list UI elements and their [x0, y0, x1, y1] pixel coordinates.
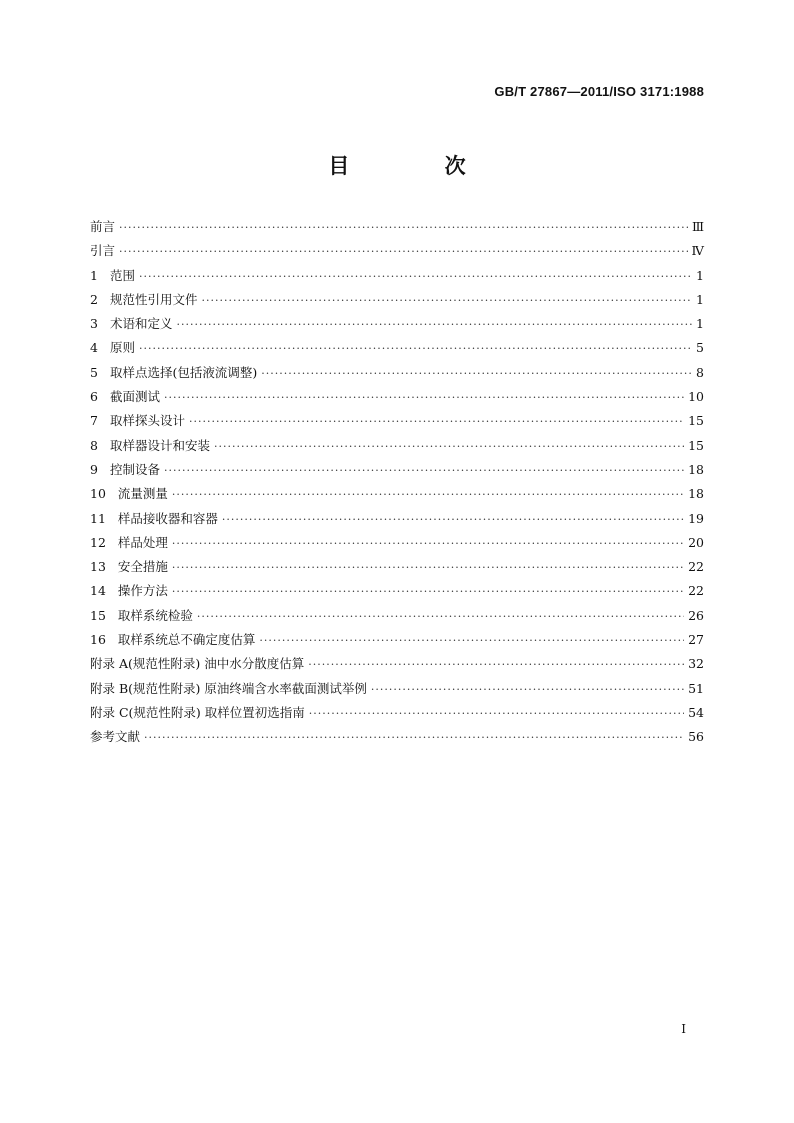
toc-leader-dots — [308, 658, 684, 671]
toc-entry-label: 附录 A(规范性附录) 油中水分散度估算 — [90, 656, 305, 672]
toc-entry-page: 19 — [688, 510, 704, 526]
toc-leader-dots — [139, 270, 692, 283]
toc-entry-label: 取样探头设计 — [109, 413, 185, 429]
toc-entry-page: 20 — [688, 534, 704, 550]
toc-entry-page: 18 — [688, 461, 704, 477]
toc-entry-page: 18 — [688, 486, 704, 502]
toc-entry-number: 12 — [90, 534, 106, 550]
toc-entry-label: 截面测试 — [109, 389, 160, 405]
toc-entry-label: 样品接收器和容器 — [117, 510, 218, 526]
toc-entry[interactable] — [90, 727, 704, 751]
toc-entry-page: 26 — [688, 607, 704, 623]
toc-entry[interactable] — [90, 703, 704, 727]
toc-leader-dots — [164, 464, 684, 477]
toc-leader-dots — [176, 318, 692, 331]
toc-entry-page: 1 — [696, 316, 704, 332]
toc-entry-label: 前言 — [90, 219, 116, 234]
table-of-contents — [90, 217, 704, 752]
toc-entry-label: 安全措施 — [117, 559, 168, 575]
toc-leader-dots — [164, 391, 684, 404]
toc-entry[interactable] — [90, 387, 704, 411]
toc-entry[interactable] — [90, 484, 704, 508]
toc-entry[interactable] — [90, 217, 704, 241]
toc-entry[interactable] — [90, 290, 704, 314]
toc-entry-label: 规范性引用文件 — [109, 291, 198, 307]
toc-entry-label: 附录 B(规范性附录) 原油终端含水率截面测试举例 — [90, 680, 367, 696]
toc-entry-page: 8 — [696, 364, 704, 380]
toc-entry-label: 附录 C(规范性附录) 取样位置初选指南 — [90, 704, 305, 720]
toc-entry-page: 32 — [688, 656, 704, 672]
toc-entry-page: 5 — [696, 340, 704, 356]
toc-entry[interactable] — [90, 533, 704, 557]
toc-entry-page: 56 — [688, 729, 704, 745]
toc-entry-label: 操作方法 — [117, 583, 168, 599]
toc-entry-page: 1 — [696, 291, 704, 307]
toc-entry-number: 10 — [90, 486, 106, 502]
toc-entry[interactable] — [90, 460, 704, 484]
page-title: 目 次 — [328, 153, 510, 178]
toc-entry[interactable] — [90, 411, 704, 435]
toc-entry[interactable] — [90, 314, 704, 338]
toc-leader-dots — [172, 585, 684, 598]
toc-entry-number: 4 — [90, 340, 98, 356]
toc-entry-number: 7 — [90, 413, 98, 429]
toc-entry-page: 54 — [688, 704, 704, 720]
toc-entry-label: 取样系统总不确定度估算 — [117, 632, 256, 648]
toc-entry-page: 22 — [688, 583, 704, 599]
toc-entry[interactable] — [90, 606, 704, 630]
toc-entry-number: 3 — [90, 316, 98, 332]
toc-leader-dots — [261, 367, 692, 380]
toc-entry-number: 1 — [90, 267, 98, 283]
toc-entry-number: 9 — [90, 461, 98, 477]
toc-entry-number: 14 — [90, 583, 106, 599]
toc-entry-number: 13 — [90, 559, 106, 575]
toc-leader-dots — [309, 707, 684, 720]
toc-leader-dots — [371, 683, 684, 696]
toc-entry-label: 取样器设计和安装 — [109, 437, 210, 453]
toc-entry[interactable] — [90, 266, 704, 290]
toc-entry-page: 22 — [688, 559, 704, 575]
toc-leader-dots — [139, 342, 692, 355]
toc-entry-page: 15 — [688, 437, 704, 453]
standard-code: GB/T 27867—2011/ISO 3171:1988 — [494, 84, 704, 99]
toc-entry[interactable] — [90, 241, 704, 265]
toc-entry-label: 流量测量 — [117, 486, 168, 502]
toc-entry-label: 引言 — [90, 243, 116, 259]
toc-leader-dots — [214, 440, 684, 453]
toc-entry[interactable] — [90, 363, 704, 387]
toc-entry-label: 样品处理 — [117, 534, 168, 550]
toc-entry-number: 8 — [90, 437, 98, 453]
toc-entry[interactable] — [90, 338, 704, 362]
toc-entry-label: 控制设备 — [109, 461, 160, 477]
toc-entry-label: 术语和定义 — [109, 316, 173, 332]
toc-entry-number: 16 — [90, 632, 106, 648]
toc-leader-dots — [201, 294, 692, 307]
toc-entry[interactable] — [90, 581, 704, 605]
toc-entry[interactable] — [90, 630, 704, 654]
toc-entry-page: Ⅳ — [691, 243, 704, 259]
toc-entry[interactable] — [90, 509, 704, 533]
toc-entry-page: Ⅲ — [691, 219, 704, 234]
toc-entry-label: 范围 — [109, 267, 135, 283]
toc-entry-number: 5 — [90, 364, 98, 380]
toc-leader-dots — [189, 415, 684, 428]
toc-entry-label: 取样点选择(包括液流调整) — [109, 364, 258, 380]
toc-entry-number: 15 — [90, 607, 106, 623]
toc-leader-dots — [119, 245, 687, 258]
toc-entry-label: 原则 — [109, 340, 135, 356]
page-number: Ⅰ — [681, 1022, 686, 1036]
toc-entry-page: 15 — [688, 413, 704, 429]
toc-entry[interactable] — [90, 679, 704, 703]
toc-leader-dots — [144, 731, 684, 744]
toc-leader-dots — [259, 634, 684, 647]
toc-entry-page: 51 — [688, 680, 704, 696]
toc-entry-page: 27 — [688, 632, 704, 648]
toc-leader-dots — [222, 513, 684, 526]
toc-entry-page: 10 — [688, 389, 704, 405]
toc-leader-dots — [172, 537, 684, 550]
toc-entry-label: 参考文献 — [90, 729, 141, 745]
toc-leader-dots — [119, 221, 688, 234]
toc-entry-label: 取样系统检验 — [117, 607, 193, 623]
toc-leader-dots — [197, 610, 684, 623]
toc-entry[interactable] — [90, 557, 704, 581]
toc-entry[interactable] — [90, 654, 704, 678]
toc-entry-number: 11 — [90, 510, 106, 526]
toc-entry-number: 6 — [90, 389, 98, 405]
toc-entry-page: 1 — [696, 267, 704, 283]
toc-entry[interactable] — [90, 436, 704, 460]
toc-leader-dots — [172, 561, 684, 574]
toc-leader-dots — [172, 488, 684, 501]
toc-entry-number: 2 — [90, 291, 98, 307]
